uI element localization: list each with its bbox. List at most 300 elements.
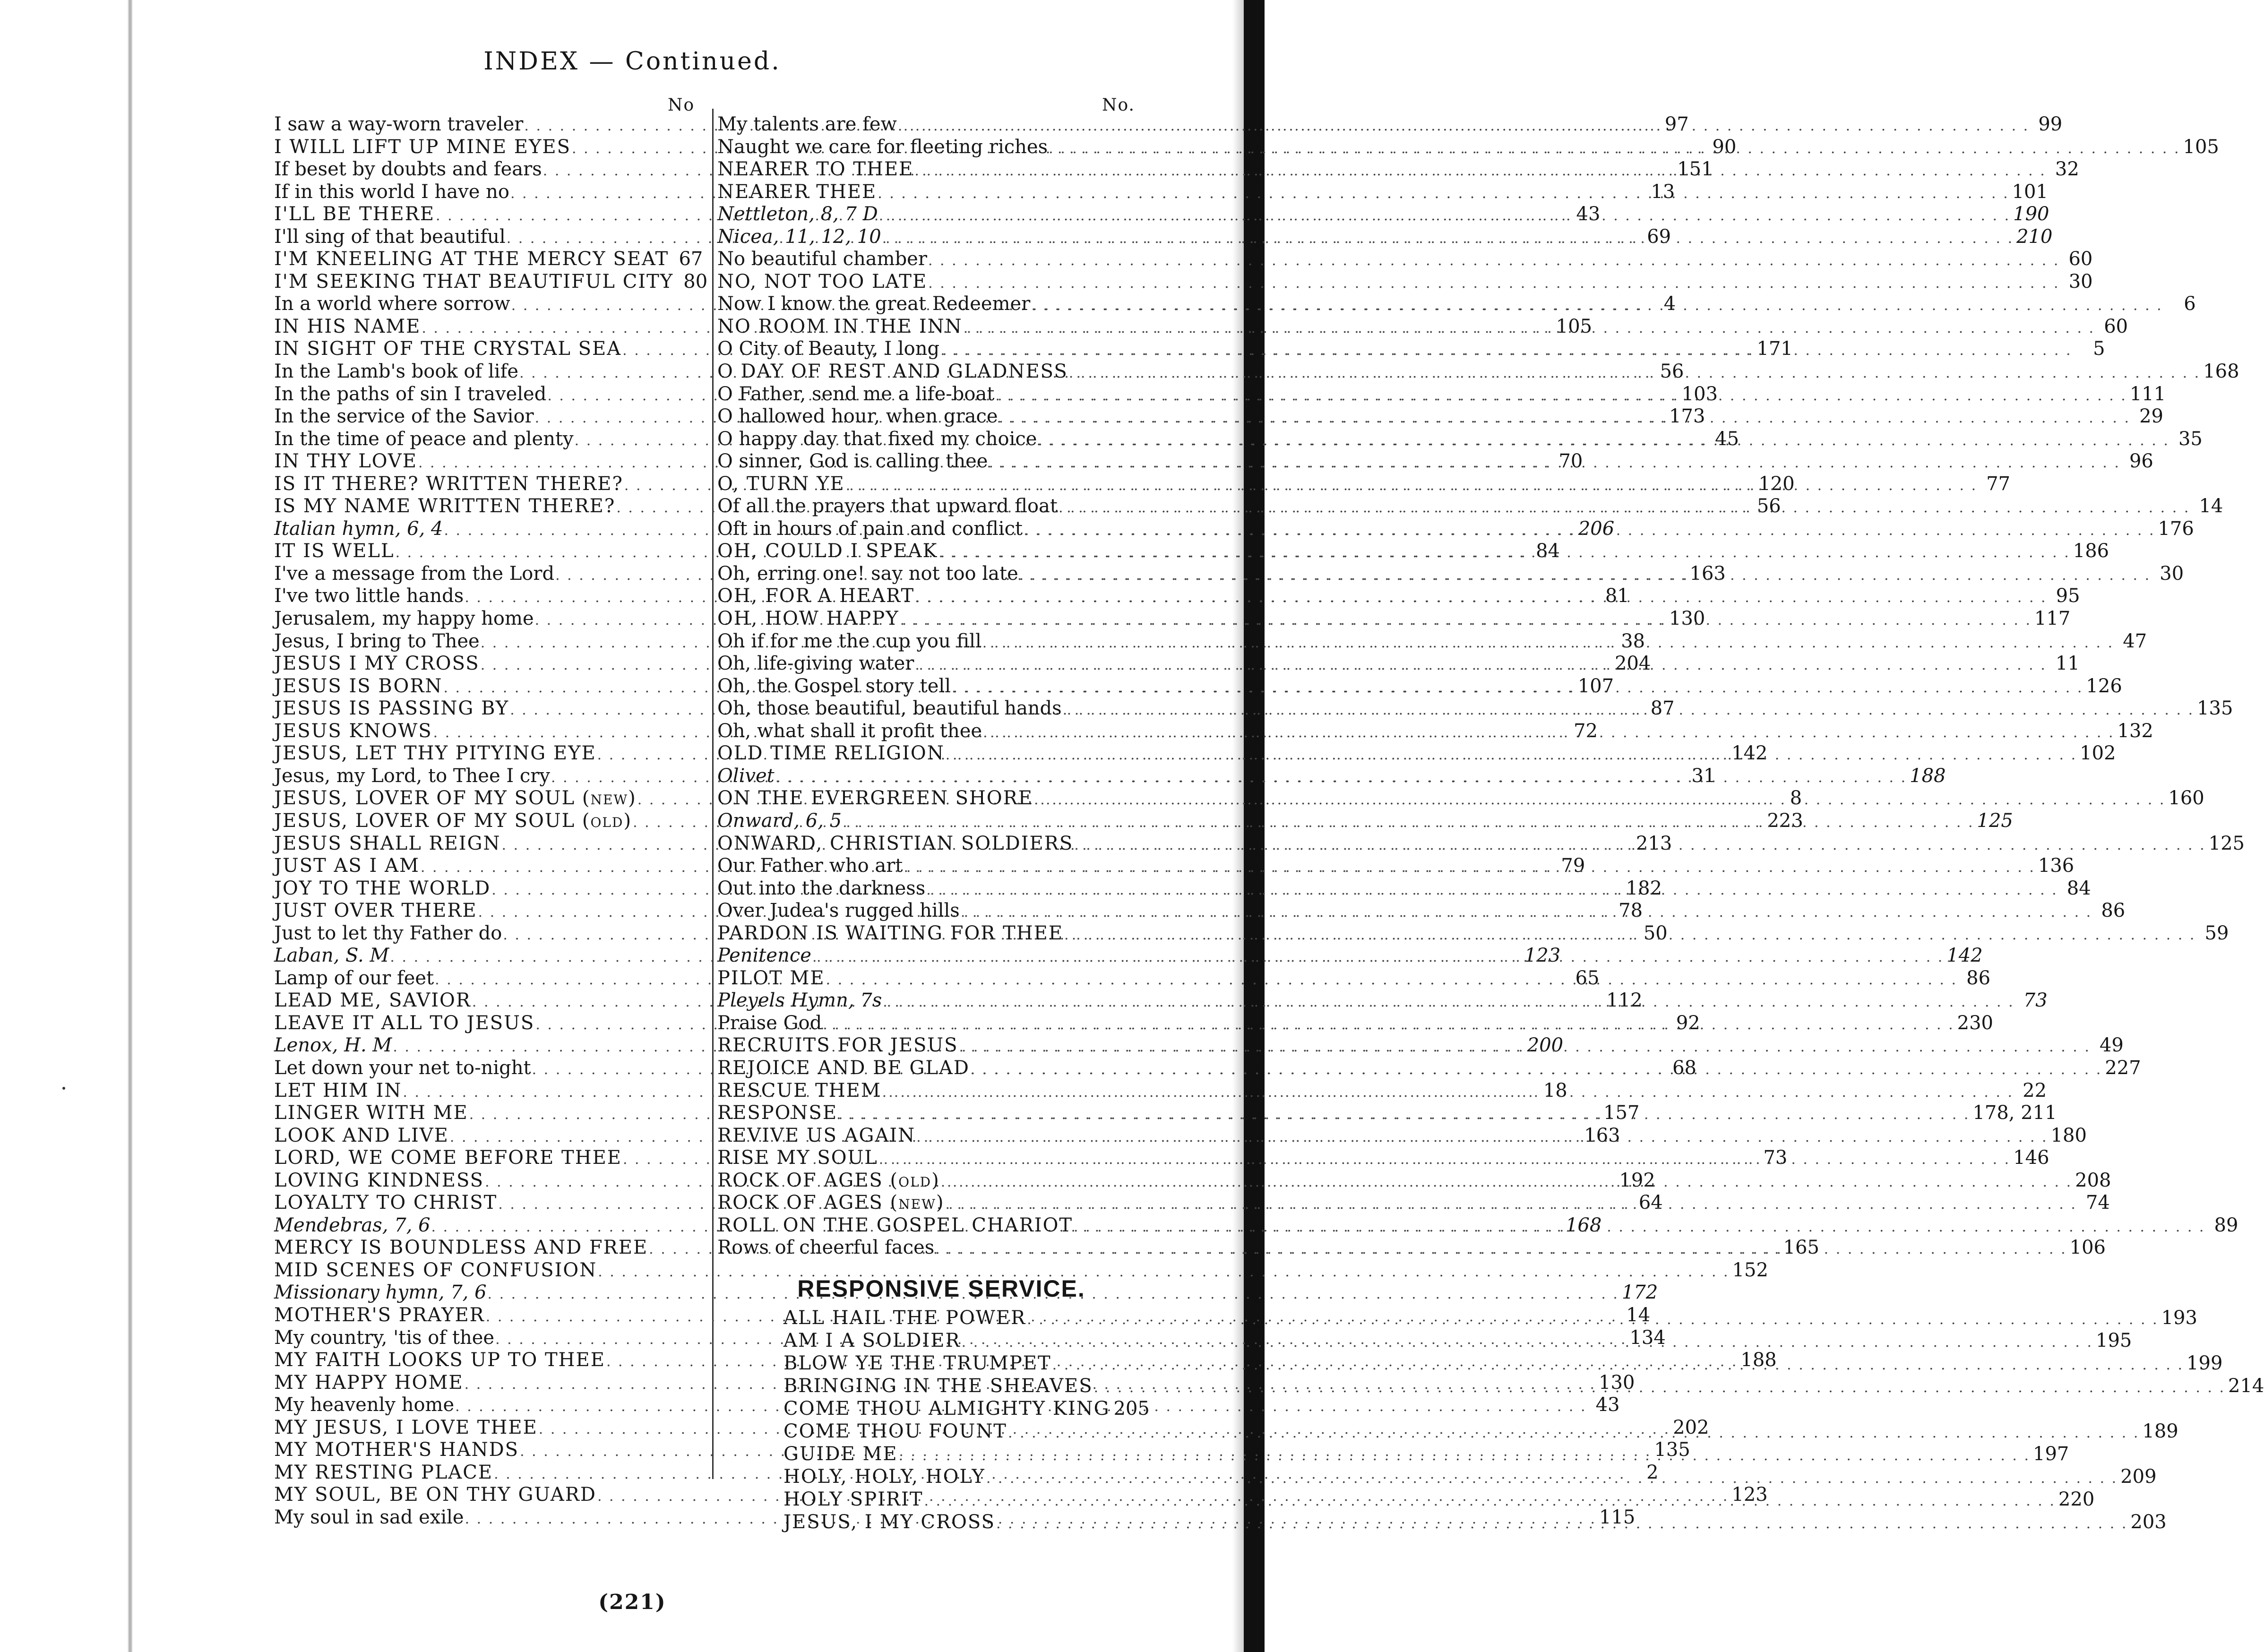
dot-leader xyxy=(994,385,2126,407)
index-entry xyxy=(783,1397,1150,1420)
hymn-title: LEAVE IT ALL TO JESUS xyxy=(274,1012,535,1034)
index-entry xyxy=(274,270,708,293)
hymn-number: 107 xyxy=(1577,675,1614,697)
hymn-title: REVIVE US AGAIN xyxy=(717,1124,916,1146)
hymn-number: 157 xyxy=(1603,1102,1640,1124)
hymn-number: 38 xyxy=(1621,630,1645,652)
scan-speck xyxy=(62,1087,65,1090)
dot-leader xyxy=(1051,1354,2184,1377)
hymn-title: NO ROOM IN THE INN xyxy=(717,315,963,337)
hymn-title: JUST OVER THERE xyxy=(274,900,477,922)
hymn-title: O City of Beauty, I long xyxy=(717,338,940,360)
hymn-title: Nettleton, 8, 7 D xyxy=(717,203,878,225)
hymn-title: Of all the prayers that upward float xyxy=(717,495,1058,517)
hymn-number: 132 xyxy=(2117,720,2153,742)
hymn-number: 142 xyxy=(1946,945,1983,967)
dot-leader xyxy=(882,991,2014,1014)
dot-leader xyxy=(963,317,2095,340)
hymn-number: 90 xyxy=(1712,136,1737,158)
hymn-title: OLD TIME RELIGION xyxy=(717,742,945,765)
hymn-number: 14 xyxy=(1626,1304,1651,1326)
hymn-title: Penitence xyxy=(717,945,811,967)
hymn-title: If in this world I have no xyxy=(274,181,509,203)
dot-leader xyxy=(1018,564,2151,587)
hymn-title: JESUS KNOWS xyxy=(274,720,432,742)
hymn-number: 31 xyxy=(1691,765,1716,787)
hymn-number: 2 xyxy=(1646,1461,1659,1483)
dot-leader xyxy=(775,766,1907,789)
hymn-number: 87 xyxy=(1650,697,1675,720)
hymn-number: 152 xyxy=(1732,1259,1768,1281)
hymn-title: I've two little hands xyxy=(274,585,464,607)
hymn-number: 125 xyxy=(1977,809,2013,832)
hymn-title: Pleyels Hymn, 7s xyxy=(717,989,882,1012)
hymn-title: Oh, those beautiful, beautiful hands xyxy=(717,697,1062,720)
hymn-title: I'M KNEELING AT THE MERCY SEAT xyxy=(274,248,669,270)
hymn-number: 186 xyxy=(2073,540,2109,562)
hymn-number: 190 xyxy=(2013,203,2049,225)
hymn-title: JUST AS I AM xyxy=(274,855,420,877)
hymn-title: I WILL LIFT UP MINE EYES xyxy=(274,136,571,158)
hymn-number: 204 xyxy=(1615,653,1651,675)
hymn-title: Missionary hymn, 7, 6 xyxy=(274,1282,487,1304)
dot-leader xyxy=(1073,1216,2205,1239)
dot-leader xyxy=(927,272,2059,295)
hymn-number: 125 xyxy=(2208,832,2245,854)
dot-leader xyxy=(898,1445,2030,1467)
dot-leader xyxy=(878,205,2010,227)
hymn-title: Oh, erring one! say not too late xyxy=(717,562,1018,585)
dot-leader xyxy=(934,1238,2066,1261)
hymn-title: AM I A SOLDIER xyxy=(783,1329,961,1351)
hymn-title: I'M SEEKING THAT BEAUTIFUL CITY xyxy=(274,270,674,293)
dot-leader xyxy=(1030,294,2162,317)
hymn-title: ROCK OF AGES (old) xyxy=(717,1169,940,1191)
dot-leader xyxy=(1048,138,2180,160)
hymn-number: 103 xyxy=(1681,383,1718,405)
hymn-title: MY RESTING PLACE xyxy=(274,1461,493,1483)
dot-leader xyxy=(915,1126,2048,1149)
hymn-number: 189 xyxy=(2142,1420,2178,1442)
hymn-title: PARDON IS WAITING FOR THEE xyxy=(717,922,1064,944)
hymn-title: If beset by doubts and fears xyxy=(274,158,542,181)
hymn-title: IT IS WELL xyxy=(274,540,395,562)
hymn-title: Over Judea's rugged hills xyxy=(717,900,960,922)
hymn-number: 4 xyxy=(1663,293,1676,315)
hymn-number: 102 xyxy=(2080,742,2116,765)
dot-leader xyxy=(822,1014,1954,1036)
dot-leader xyxy=(897,115,2029,138)
hymn-number: 130 xyxy=(1599,1371,1635,1394)
dot-leader xyxy=(914,586,2047,609)
hymn-number: 105 xyxy=(2183,136,2219,158)
hymn-title: IS IT THERE? WRITTEN THERE? xyxy=(274,473,623,495)
dot-leader xyxy=(1093,1377,2225,1399)
dot-leader xyxy=(951,677,2083,699)
hymn-title: LINGER WITH ME xyxy=(274,1102,468,1124)
hymn-number: 208 xyxy=(2075,1169,2111,1191)
hymn-number: 6 xyxy=(2184,293,2196,315)
hymn-number: 195 xyxy=(2096,1329,2132,1351)
page-title: INDEX — Continued. xyxy=(483,47,781,76)
hymn-number: 115 xyxy=(1599,1506,1636,1528)
dot-leader xyxy=(1007,1422,2139,1445)
hymn-title: JESUS, I MY CROSS xyxy=(783,1511,995,1533)
hymn-title: LORD, WE COME BEFORE THEE xyxy=(274,1147,622,1169)
hymn-number: 60 xyxy=(2068,248,2093,270)
hymn-title: Onward, 6, 5 xyxy=(717,809,842,832)
dot-leader xyxy=(995,1513,2127,1535)
hymn-title: My country, 'tis of thee xyxy=(274,1326,495,1349)
hymn-number: 77 xyxy=(1986,473,2011,495)
hymn-title: LOOK AND LIVE xyxy=(274,1124,449,1146)
hymn-number: 180 xyxy=(2050,1124,2087,1146)
hymn-number: 160 xyxy=(2168,787,2204,809)
hymn-title: ON THE EVERGREEN SHORE xyxy=(717,787,1033,809)
hymn-title: IN THY LOVE xyxy=(274,450,417,473)
hymn-title: RESCUE THEM xyxy=(717,1079,881,1101)
hymn-title: MOTHER'S PRAYER xyxy=(274,1304,485,1326)
dot-leader xyxy=(939,339,2072,362)
number-column-heading-left: No xyxy=(668,95,695,115)
dot-leader xyxy=(985,1467,2118,1490)
hymn-title: No beautiful chamber xyxy=(717,248,927,270)
index-entry xyxy=(274,1259,1768,1282)
hymn-title: JESUS, LOVER OF MY SOUL (old) xyxy=(274,809,632,832)
hymn-title: NO, NOT TOO LATE xyxy=(717,270,928,293)
hymn-number: 135 xyxy=(1654,1439,1690,1461)
index-entry xyxy=(717,293,2196,316)
index-entry xyxy=(717,787,2204,810)
index-entry xyxy=(783,1465,2157,1488)
dot-leader xyxy=(811,946,1944,969)
dot-leader xyxy=(1062,699,2194,722)
hymn-number: 30 xyxy=(2160,562,2184,585)
hymn-number: 67 xyxy=(679,248,703,270)
hymn-number: 188 xyxy=(1910,765,1946,787)
hymn-title: In the paths of sin I traveled xyxy=(274,383,547,405)
hymn-title: JESUS, LOVER OF MY SOUL (new) xyxy=(274,787,637,809)
hymn-number: 206 xyxy=(1578,517,1615,540)
hymn-number: 45 xyxy=(1715,428,1739,450)
hymn-number: 193 xyxy=(2161,1307,2197,1329)
hymn-number: 126 xyxy=(2086,675,2122,697)
hymn-number: 142 xyxy=(1731,742,1768,765)
hymn-title: In a world where sorrow xyxy=(274,293,510,315)
hymn-number: 22 xyxy=(2023,1079,2047,1101)
hymn-number: 11 xyxy=(2055,653,2080,675)
hymn-title: Just to let thy Father do xyxy=(274,922,502,944)
responsive-service-heading: RESPONSIVE SERVICE. xyxy=(797,1275,1085,1302)
hymn-number: 123 xyxy=(1524,945,1561,967)
dot-leader xyxy=(1073,834,2205,857)
hymn-title: Now I know the great Redeemer xyxy=(717,293,1031,315)
index-entry xyxy=(717,270,2093,293)
hymn-title: O DAY OF REST AND GLADNESS xyxy=(717,361,1068,383)
hymn-title: MID SCENES OF CONFUSION xyxy=(274,1259,597,1281)
dot-leader xyxy=(1026,1308,2158,1331)
dot-leader xyxy=(1063,924,2195,946)
hymn-number: 105 xyxy=(1556,315,1593,337)
hymn-title: COME THOU FOUNT xyxy=(783,1420,1007,1442)
dot-leader xyxy=(944,1193,2076,1216)
hymn-title: Italian hymn, 6, 4 xyxy=(274,517,443,540)
hymn-title: I'LL BE THERE xyxy=(274,203,435,225)
hymn-title: Oh if for me the cup you fill xyxy=(717,630,981,652)
hymn-number: 35 xyxy=(2178,428,2203,450)
hymn-title: JESUS, LET THY PITYING EYE xyxy=(274,742,596,765)
hymn-title: JESUS SHALL REIGN xyxy=(274,832,501,854)
dot-leader xyxy=(938,542,2070,564)
index-entry xyxy=(274,248,703,271)
dot-leader xyxy=(914,654,2046,677)
hymn-number: 202 xyxy=(1673,1416,1709,1438)
hymn-title: NEARER THEE xyxy=(717,181,877,203)
dot-leader xyxy=(998,407,2130,430)
dot-leader xyxy=(825,969,1957,991)
dot-leader xyxy=(877,182,2009,205)
hymn-number: 86 xyxy=(1966,967,1991,989)
hymn-title: MERCY IS BOUNDLESS AND FREE xyxy=(274,1237,648,1259)
hymn-title: O happy day that fixed my choice xyxy=(717,428,1037,450)
hymn-title: Naught we care for fleeting riches xyxy=(717,136,1048,158)
dot-leader xyxy=(1033,789,2165,811)
hymn-number: 172 xyxy=(1621,1282,1658,1304)
hymn-number: 173 xyxy=(1669,405,1705,428)
hymn-title: O Father, send me a life-boat xyxy=(717,383,995,405)
hymn-number: 8 xyxy=(1790,787,1802,809)
hymn-title: OH, HOW HAPPY xyxy=(717,608,899,630)
hymn-number: 165 xyxy=(1783,1237,1819,1259)
hymn-number: 146 xyxy=(2013,1147,2049,1169)
hymn-number: 97 xyxy=(1664,113,1689,135)
hymn-number: 72 xyxy=(1574,720,1598,742)
hymn-title: My heavenly home xyxy=(274,1394,455,1416)
hymn-number: 209 xyxy=(2120,1465,2157,1488)
hymn-number: 178, 211 xyxy=(1972,1102,2057,1124)
page-number: (221) xyxy=(598,1590,666,1614)
hymn-number: 29 xyxy=(2139,405,2163,428)
hymn-title: BLOW YE THE TRUMPET xyxy=(783,1352,1051,1374)
hymn-title: Oh, what shall it profit thee xyxy=(717,720,982,742)
hymn-title: HOLY SPIRIT xyxy=(783,1488,923,1510)
hymn-number: 81 xyxy=(1605,585,1629,607)
hymn-title: Lamp of our feet xyxy=(274,967,434,989)
hymn-number: 43 xyxy=(1576,203,1601,225)
dot-leader xyxy=(1037,430,2169,452)
hymn-title: JOY TO THE WORLD xyxy=(274,877,491,899)
hymn-title: Lenox, H. M xyxy=(274,1034,392,1057)
hymn-title: Mendebras, 7, 6 xyxy=(274,1214,430,1236)
hymn-title: COME THOU ALMIGHTY KING xyxy=(783,1397,1110,1420)
hymn-number: 50 xyxy=(1643,922,1668,944)
hymn-title: In the Lamb's book of life xyxy=(274,361,519,383)
hymn-number: 69 xyxy=(1647,225,1671,248)
hymn-title: OH, COULD I SPEAK xyxy=(717,540,938,562)
hymn-number: 68 xyxy=(1672,1057,1696,1079)
hymn-number: 135 xyxy=(2197,697,2233,720)
dot-leader xyxy=(881,1081,2014,1104)
hymn-number: 99 xyxy=(2038,113,2063,135)
hymn-number: 199 xyxy=(2187,1352,2223,1374)
dot-leader xyxy=(878,1148,2010,1171)
hymn-title: LOYALTY TO CHRIST xyxy=(274,1192,498,1214)
dot-leader xyxy=(1068,362,2200,385)
hymn-number: 86 xyxy=(2101,900,2126,922)
hymn-title: Jesus, I bring to Thee xyxy=(274,630,480,652)
hymn-title: GUIDE ME xyxy=(783,1443,898,1465)
dot-leader xyxy=(903,856,2035,879)
dot-leader xyxy=(958,1036,2090,1058)
hymn-title: HOLY, HOLY, HOLY xyxy=(783,1465,985,1488)
dot-leader xyxy=(1023,519,2155,542)
number-column-heading-right: No. xyxy=(1102,95,1135,115)
dot-leader xyxy=(988,452,2120,474)
hymn-number: 192 xyxy=(1619,1169,1655,1191)
hymn-title: MY FAITH LOOKS UP TO THEE xyxy=(274,1349,605,1371)
hymn-number: 171 xyxy=(1756,338,1793,360)
hymn-number: 89 xyxy=(2214,1214,2238,1236)
hymn-title: Oh, the Gospel story tell xyxy=(717,675,951,697)
hymn-title: I've a message from the Lord xyxy=(274,562,555,585)
hymn-number: 5 xyxy=(2093,338,2105,360)
hymn-number: 213 xyxy=(1636,832,1672,854)
hymn-title: Jesus, my Lord, to Thee I cry xyxy=(274,765,551,787)
hymn-number: 230 xyxy=(1957,1012,1993,1034)
hymn-title: RECRUITS FOR JESUS xyxy=(717,1034,958,1057)
hymn-number: 92 xyxy=(1676,1012,1700,1034)
hymn-title: Let down your net to-night xyxy=(274,1057,531,1079)
hymn-number: 73 xyxy=(2023,989,2048,1012)
dot-leader xyxy=(970,1058,2102,1081)
dot-leader xyxy=(961,1331,2093,1354)
hymn-number: 112 xyxy=(1606,989,1643,1012)
hymn-number: 182 xyxy=(1626,877,1662,899)
hymn-number: 200 xyxy=(1527,1034,1564,1057)
hymn-number: 123 xyxy=(1731,1484,1768,1506)
hymn-title: ROLL ON THE GOSPEL CHARIOT xyxy=(717,1214,1073,1236)
hymn-title: Praise God xyxy=(717,1012,822,1034)
hymn-number: 64 xyxy=(1638,1192,1663,1214)
hymn-number: 14 xyxy=(2199,495,2223,517)
hymn-title: Our Father who art xyxy=(717,855,903,877)
hymn-title: My talents are few xyxy=(717,113,897,135)
hymn-number: 96 xyxy=(2129,450,2153,473)
hymn-title: O hallowed hour, when grace xyxy=(717,405,998,428)
dot-leader xyxy=(837,1103,1970,1126)
index-entry xyxy=(717,248,2093,271)
hymn-title: O sinner, God is calling thee xyxy=(717,450,988,473)
hymn-number: 13 xyxy=(1651,181,1675,203)
hymn-title: O, TURN YE xyxy=(717,473,845,495)
hymn-number: 163 xyxy=(1584,1124,1620,1146)
hymn-title: Jerusalem, my happy home xyxy=(274,608,534,630)
hymn-number: 84 xyxy=(2066,877,2091,899)
hymn-title: In the service of the Savior xyxy=(274,405,534,428)
dot-leader xyxy=(981,632,2114,654)
hymn-title: Oft in hours of pain and conflict xyxy=(717,517,1023,540)
hymn-title: JESUS IS PASSING BY xyxy=(274,697,509,720)
hymn-number: 78 xyxy=(1618,900,1643,922)
hymn-number: 65 xyxy=(1575,967,1600,989)
hymn-title: LET HIM IN xyxy=(274,1079,402,1101)
hymn-title: LOVING KINDNESS xyxy=(274,1169,484,1191)
hymn-number: 70 xyxy=(1558,450,1583,473)
hymn-title: MY JESUS, I LOVE THEE xyxy=(274,1416,538,1438)
dot-leader xyxy=(842,811,1974,834)
hymn-title: IN SIGHT OF THE CRYSTAL SEA xyxy=(274,338,622,360)
hymn-title: Oh, life-giving water xyxy=(717,653,914,675)
hymn-number: 106 xyxy=(2069,1237,2106,1259)
hymn-number: 168 xyxy=(1565,1214,1602,1236)
hymn-number: 56 xyxy=(1756,495,1781,517)
hymn-title: I'll sing of that beautiful xyxy=(274,225,506,248)
dot-leader xyxy=(881,227,2014,250)
dot-leader xyxy=(945,744,2077,766)
dot-leader xyxy=(923,1490,2056,1513)
hymn-title: MY MOTHER'S HANDS xyxy=(274,1439,519,1461)
hymn-number: 134 xyxy=(1629,1326,1666,1349)
hymn-number: 56 xyxy=(1660,361,1684,383)
hymn-title: Nicea, 11, 12, 10 xyxy=(717,225,881,248)
hymn-title: NEARER TO THEE xyxy=(717,158,914,181)
hymn-number: 227 xyxy=(2105,1057,2141,1079)
hymn-number: 79 xyxy=(1561,855,1585,877)
hymn-number: 151 xyxy=(1677,158,1713,181)
hymn-number: 176 xyxy=(2158,517,2194,540)
hymn-title: MY HAPPY HOME xyxy=(274,1371,464,1394)
hymn-number: 130 xyxy=(1669,608,1705,630)
hymn-number: 47 xyxy=(2123,630,2147,652)
hymn-title: JESUS IS BORN xyxy=(274,675,443,697)
hymn-number: 101 xyxy=(2012,181,2048,203)
hymn-title: JESUS I MY CROSS xyxy=(274,653,480,675)
hymn-number: 60 xyxy=(2104,315,2128,337)
hymn-title: MY SOUL, BE ON THY GUARD xyxy=(274,1484,596,1506)
hymn-number: 214 xyxy=(2228,1375,2264,1397)
hymn-number: 203 xyxy=(2130,1511,2167,1533)
hymn-title: I saw a way-worn traveler xyxy=(274,113,524,135)
page-binding-edge xyxy=(128,0,132,1652)
dot-leader xyxy=(960,901,2092,924)
dot-leader xyxy=(925,879,2057,902)
hymn-number: 74 xyxy=(2085,1192,2110,1214)
hymn-title: LEAD ME, SAVIOR xyxy=(274,989,471,1012)
hymn-number: 210 xyxy=(2016,225,2053,248)
hymn-title: Laban, S. M xyxy=(274,945,389,967)
hymn-title: BRINGING IN THE SHEAVES xyxy=(783,1375,1093,1397)
hymn-title: RESPONSE xyxy=(717,1102,838,1124)
hymn-number: 163 xyxy=(1689,562,1726,585)
hymn-number: 80 xyxy=(683,270,708,293)
hymn-number: 30 xyxy=(2068,270,2093,293)
hymn-number: 59 xyxy=(2204,922,2229,944)
dot-leader xyxy=(927,250,2059,272)
dot-leader xyxy=(982,722,2114,744)
dot-leader xyxy=(1058,497,2190,519)
hymn-title: IN HIS NAME xyxy=(274,315,421,337)
hymn-title: ROCK OF AGES (new) xyxy=(717,1192,945,1214)
hymn-number: 32 xyxy=(2055,158,2079,181)
hymn-number: 120 xyxy=(1758,473,1795,495)
hymn-title: REJOICE AND BE GLAD xyxy=(717,1057,970,1079)
hymn-number: 49 xyxy=(2099,1034,2124,1057)
hymn-title: OH, FOR A HEART xyxy=(717,585,915,607)
hymn-number: 73 xyxy=(1763,1147,1788,1169)
dot-leader xyxy=(940,1171,2072,1194)
hymn-number: 111 xyxy=(2129,383,2166,405)
hymn-title: In the time of peace and plenty xyxy=(274,428,574,450)
